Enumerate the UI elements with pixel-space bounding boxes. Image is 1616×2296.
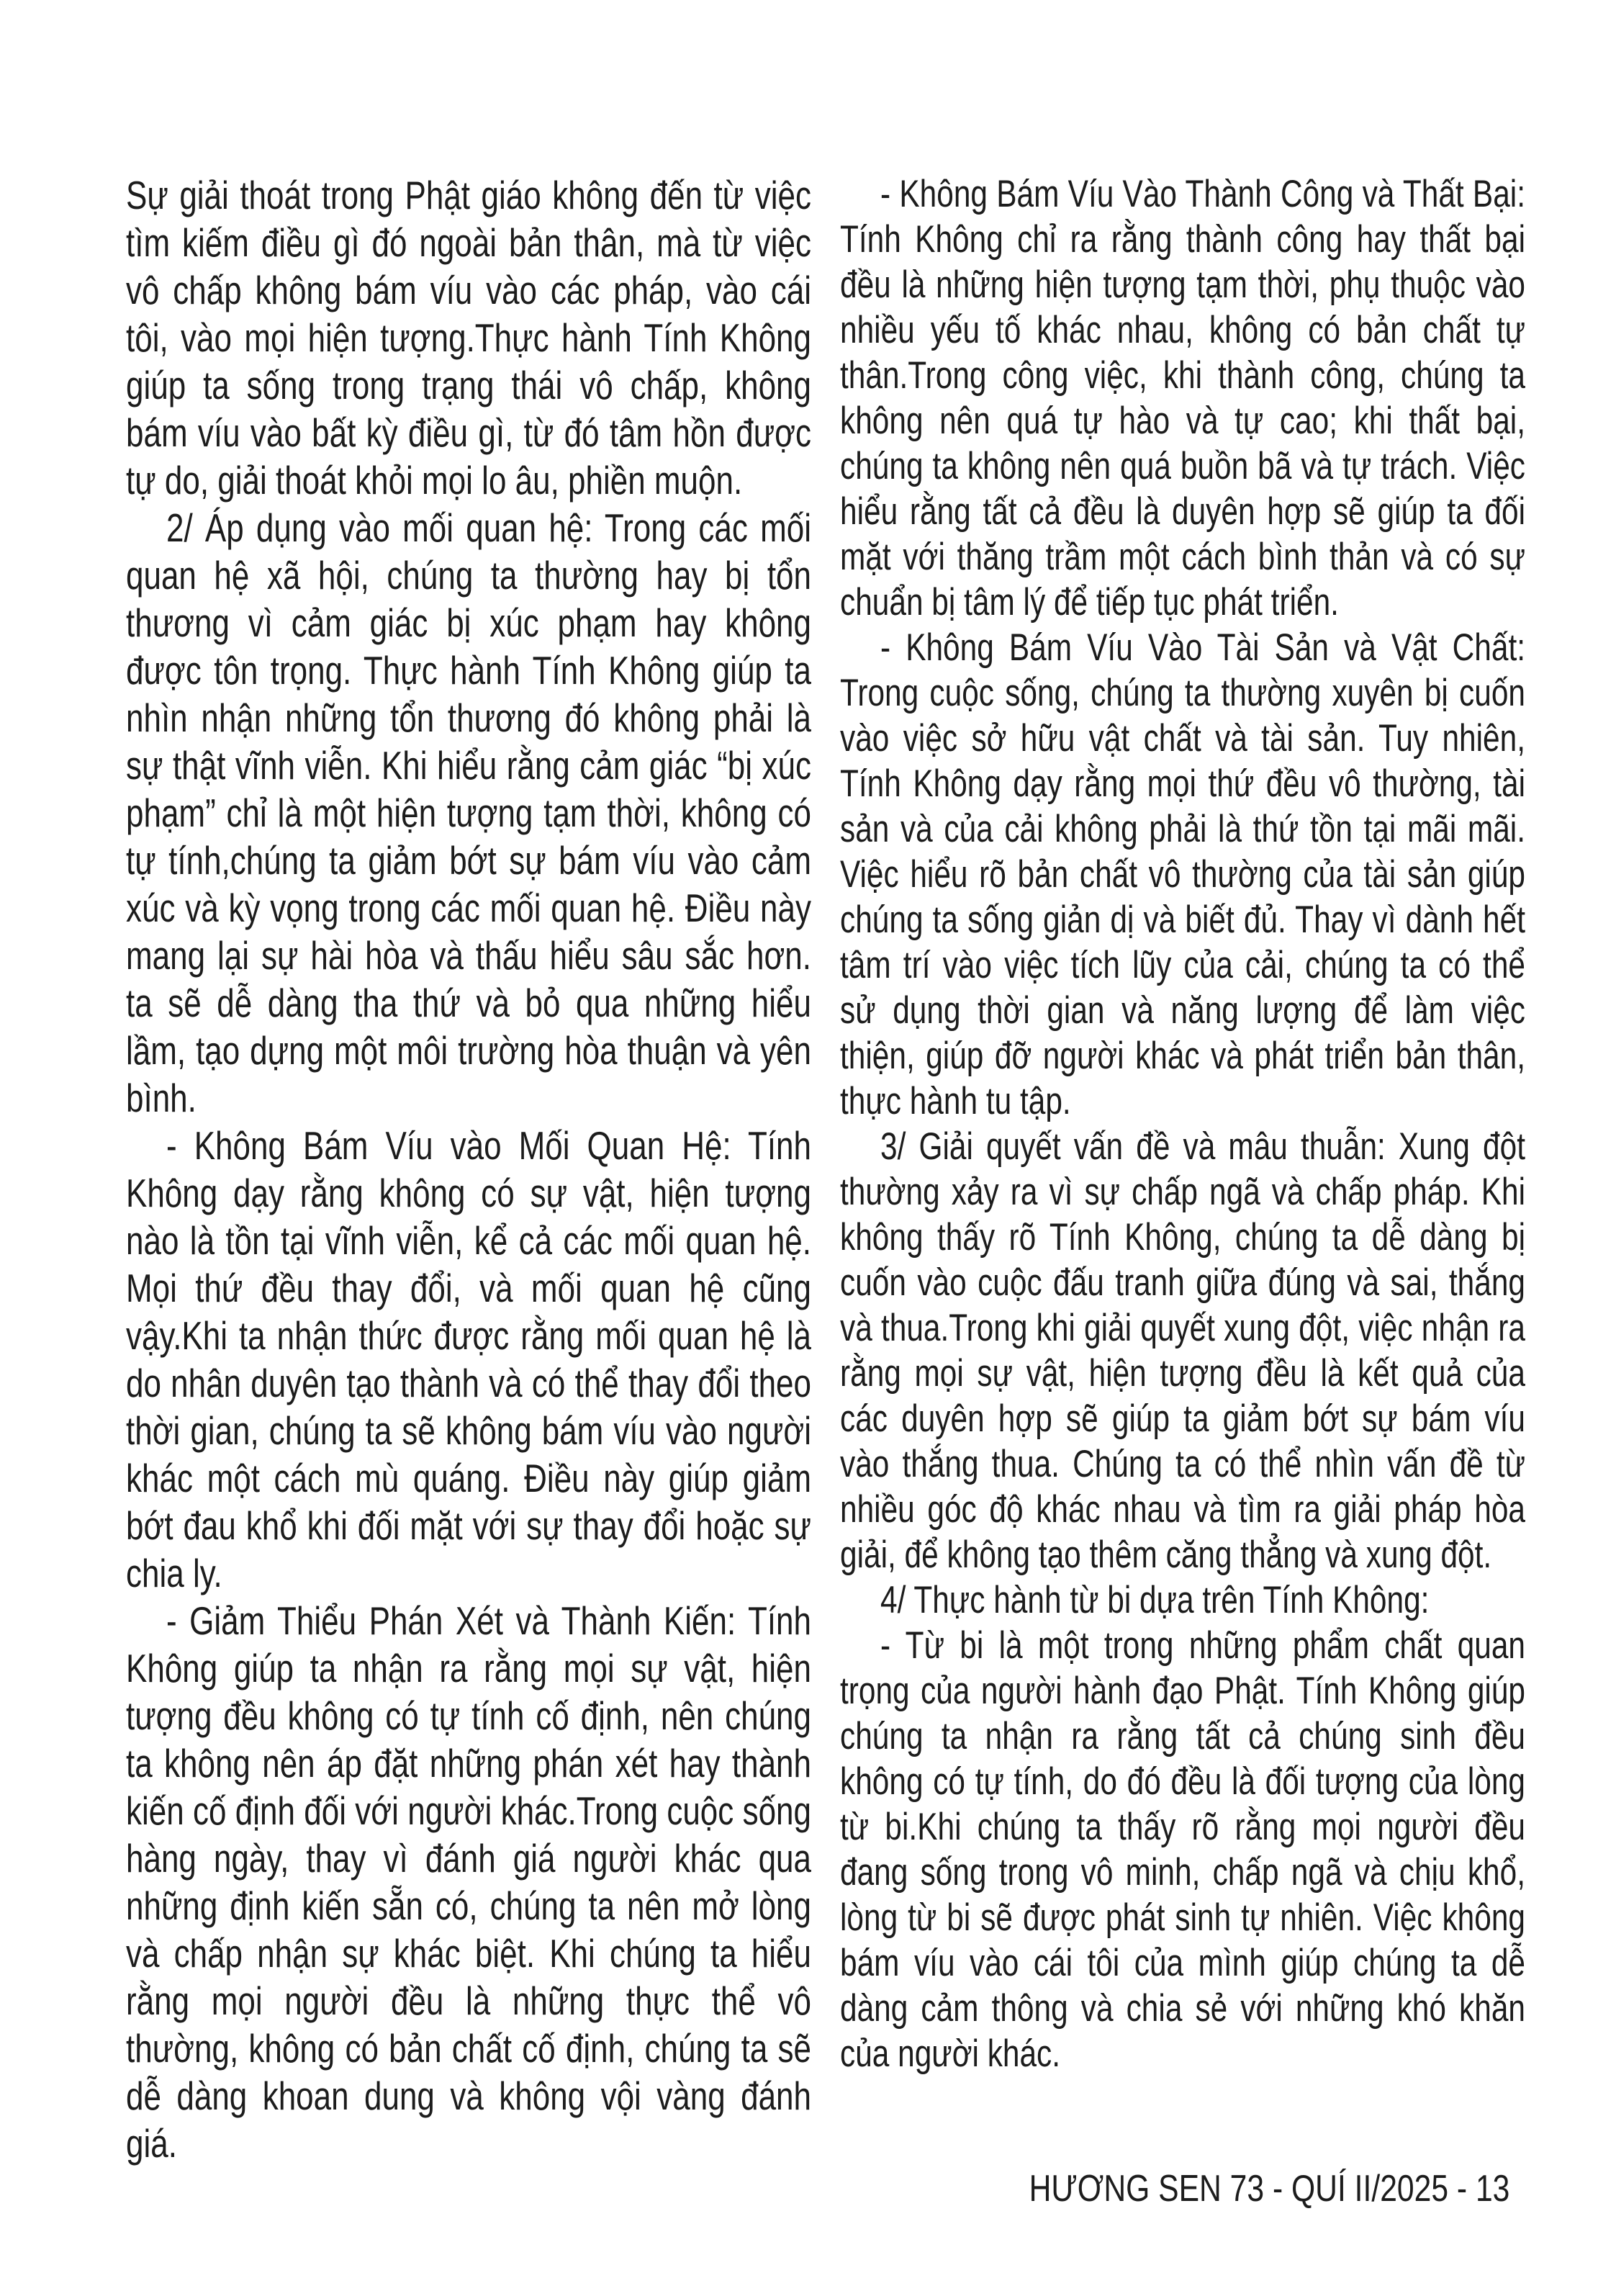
paragraph: 3/ Giải quyết vấn đề và mâu thuẫn: Xung đột thường xảy ra vì sự chấp ngã và chấp pháp. Khi không thấy rõ Tính Không, chúng ta dễ dàng bị cuốn vào cuộc đấu tranh giữa đúng và sai, thắng và thua.Trong khi giải quyết xung đột, việc nhận ra rằng mọi sự vật, hiện tượng đều là kết quả của các duyên hợp sẽ giúp ta giảm bớt sự bám víu vào thắng thua. Chúng ta có thể nhìn vấn đề từ nhiều góc độ khác nhau và tìm ra giải pháp hòa giải, để không tạo thêm căng thẳng và xung đột. — [840, 1125, 1525, 1576]
paragraph: - Không Bám Víu Vào Thành Công và Thất Bại: Tính Không chỉ ra rằng thành công hay thất bại đều là những hiện tượng tạm thời, phụ thuộc vào nhiều yếu tố khác nhau, không có bản chất tự thân.Trong công việc, khi thành công, chúng ta không nên quá tự hào và tự cao; khi thất bại, chúng ta không nên quá buồn bã và tự trách. Việc hiểu rằng tất cả đều là duyên hợp sẽ giúp ta đối mặt với thăng trầm một cách bình thản và có sự chuẩn bị tâm lý để tiếp tục phát triển. — [840, 173, 1525, 623]
paragraph: 2/ Áp dụng vào mối quan hệ: Trong các mối quan hệ xã hội, chúng ta thường hay bị tổn thương vì cảm giác bị xúc phạm hay không được tôn trọng. Thực hành Tính Không giúp ta nhìn nhận những tổn thương đó không phải là sự thật vĩnh viễn. Khi hiểu rằng cảm giác “bị xúc phạm” chỉ là một hiện tượng tạm thời, không có tự tính,chúng ta giảm bớt sự bám víu vào cảm xúc và kỳ vọng trong các mối quan hệ. Điều này mang lại sự hài hòa và thấu hiểu sâu sắc hơn. ta sẽ dễ dàng tha thứ và bỏ qua những hiểu lầm, tạo dựng một môi trường hòa thuận và yên bình. — [126, 505, 811, 1120]
page-footer: HƯƠNG SEN 73 - QUÍ II/2025 - 13 — [1029, 2168, 1509, 2210]
paragraph: - Không Bám Víu vào Mối Quan Hệ: Tính Không dạy rằng không có sự vật, hiện tượng nào là tồn tại vĩnh viễn, kể cả các mối quan hệ. Mọi thứ đều thay đổi, và mối quan hệ cũng vậy.Khi ta nhận thức được rằng mối quan hệ là do nhân duyên tạo thành và có thể thay đổi theo thời gian, chúng ta sẽ không bám víu vào người khác một cách mù quáng. Điều này giúp giảm bớt đau khổ khi đối mặt với sự thay đổi hoặc sự chia ly. — [126, 1123, 811, 1595]
paragraph: Sự giải thoát trong Phật giáo không đến từ việc tìm kiếm điều gì đó ngoài bản thân, mà từ việc vô chấp không bám víu vào các pháp, vào cái tôi, vào mọi hiện tượng.Thực hành Tính Không giúp ta sống trong trạng thái vô chấp, không bám víu vào bất kỳ điều gì, từ đó tâm hồn được tự do, giải thoát khỏi mọi lo âu, phiền muộn. — [126, 173, 811, 503]
paragraph: - Giảm Thiểu Phán Xét và Thành Kiến: Tính Không giúp ta nhận ra rằng mọi sự vật, hiện tượng đều không có tự tính cố định, nên chúng ta không nên áp đặt những phán xét hay thành kiến cố định đối với người khác.Trong cuộc sống hàng ngày, thay vì đánh giá người khác qua những định kiến sẵn có, chúng ta nên mở lòng và chấp nhận sự khác biệt. Khi chúng ta hiểu rằng mọi người đều là những thực thể vô thường, không có bản chất cố định, chúng ta sẽ dễ dàng khoan dung và không vội vàng đánh giá. — [126, 1598, 811, 2166]
paragraph: - Không Bám Víu Vào Tài Sản và Vật Chất: Trong cuộc sống, chúng ta thường xuyên bị cuốn vào việc sở hữu vật chất và tài sản. Tuy nhiên, Tính Không dạy rằng mọi thứ đều vô thường, tài sản và của cải không phải là thứ tồn tại mãi mãi. Việc hiểu rõ bản chất vô thường của tài sản giúp chúng ta sống giản dị và biết đủ. Thay vì dành hết tâm trí vào việc tích lũy của cải, chúng ta có thể sử dụng thời gian và năng lượng để làm việc thiện, giúp đỡ người khác và phát triển bản thân, thực hành tu tập. — [840, 626, 1525, 1122]
left-column — [126, 171, 811, 2167]
paragraph: 4/ Thực hành từ bi dựa trên Tính Không: — [880, 1579, 1430, 1621]
paragraph: - Từ bi là một trong những phẩm chất quan trọng của người hành đạo Phật. Tính Không giúp chúng ta nhận ra rằng tất cả chúng sinh đều không có tự tính, do đó đều là đối tượng của lòng từ bi.Khi chúng ta thấy rõ rằng mọi người đều đang sống trong vô minh, chấp ngã và chịu khổ, lòng từ bi sẽ được phát sinh tự nhiên. Việc không bám víu vào cái tôi của mình giúp chúng ta dễ dàng cảm thông và chia sẻ với những khó khăn của người khác. — [840, 1624, 1525, 2075]
right-column — [840, 171, 1525, 2076]
